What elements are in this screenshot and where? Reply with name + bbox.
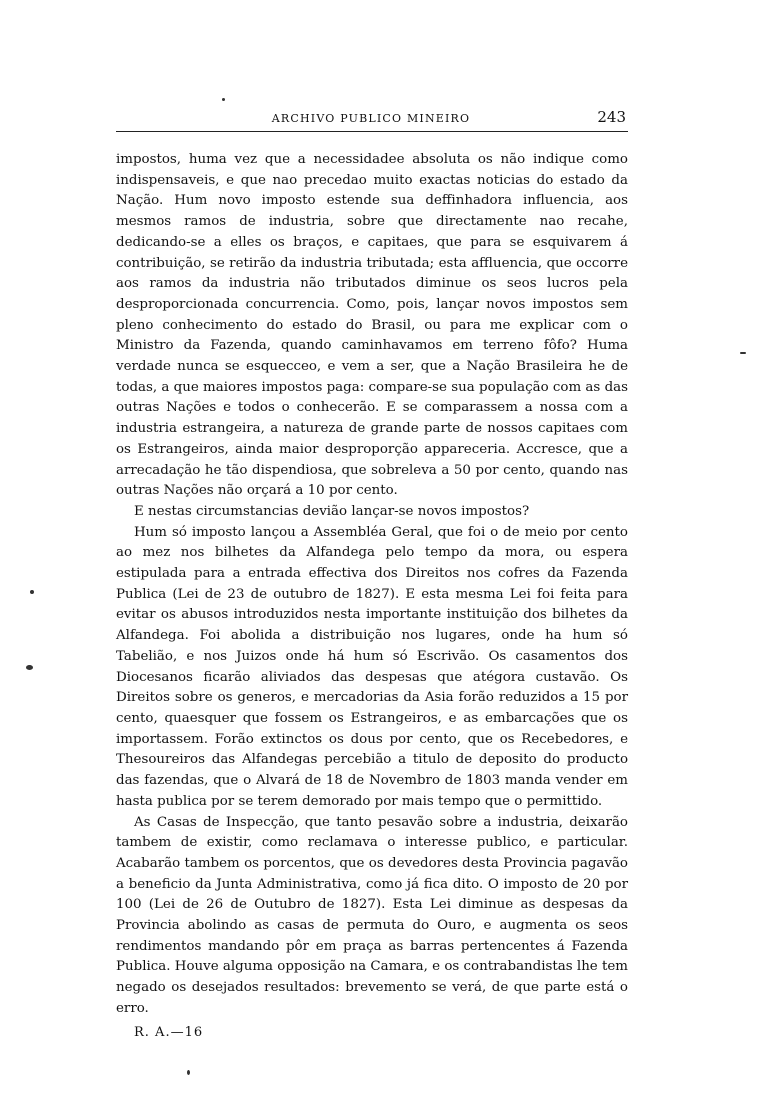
running-header: [116, 108, 626, 128]
paragraph-1: impostos, huma vez que a necessidadee absoluta os não indique como indispensaveis, e que nao precedao muito exactas noticias do estado da Nação. Hum novo imposto estende sua deffinhadora influencia, aos mesmos ramos de industria, sobre que directamente nao recahe, dedicando-se a elles os braços, e capitaes, que para se esquivarem á contribuição, se retirão da industria tributada; esta affluencia, que occorre aos ramos da industria não tributados diminue os seos lucros pela desproporcionada concurrencia. Como, pois, lançar novos impostos sem pleno conhecimento do estado do Brasil, ou para me explicar com o Ministro da Fazenda, quando caminhavamos em terreno fôfo? Huma verdade nunca se esquecceo, e vem a ser, que a Nação Brasileira he de todas, a que maiores impostos paga: compare-se sua população com as das outras Nações e todos o conhecerão. E se comparassem a nossa com a industria estrangeira, a natureza de grande parte de nossos capitaes com os Estrangeiros, ainda maior desproporção appareceria. Accresce, que a arrecadação he tão dispendiosa, que sobreleva a 50 por cento, quando nas outras Nações não orçará a 10 por cento.: [116, 152, 628, 499]
body-text: [116, 150, 628, 1020]
signature-mark: R. A.—16: [134, 1025, 204, 1040]
speck: [187, 1070, 190, 1075]
header-rule: [116, 131, 628, 132]
paragraph-4: As Casas de Inspecção, que tanto pesavão sobre a industria, deixarão tambem de existir, como reclamava o interesse publico, e particular. Acabarão tambem os porcentos, que os devedores desta Provincia pagavão a beneficio da Junta Administrativa, como já fica dito. O imposto de 20 por 100 (Lei de 26 de Outubro de 1827). Esta Lei diminue as despesas da Provincia abolindo as casas de permuta do Ouro, e augmenta os seos rendimentos mandando pôr em praça as barras pertencentes á Fazenda Publica. Houve alguma opposição na Camara, e os contrabandistas lhe tem negado os desejados resultados: brevemento se verá, de que parte está o erro.: [116, 814, 628, 1016]
speck: [26, 665, 33, 670]
speck: [30, 590, 34, 594]
running-title: ARCHIVO PUBLICO MINEIRO: [271, 112, 471, 125]
paragraph-2: E nestas circumstancias devião lançar-se novos impostos?: [134, 503, 530, 519]
speck: [740, 352, 746, 354]
paragraph-3: Hum só imposto lançou a Assembléa Geral, que foi o de meio por cento ao mez nos bilhetes da Alfandega pelo tempo da mora, ou espera estipulada para a entrada effectiva dos Direitos nos cofres da Fazenda Publica (Lei de 23 de outubro de 1827). E esta mesma Lei foi feita para evitar os abusos introduzidos nesta importante instituição dos bilhetes da Alfandega. Foi abolida a distribuição nos lugares, onde ha hum só Tabelião, e nos Juizos onde há hum só Escrivão. Os casamentos dos Diocesanos ficarão aliviados das despesas que atégora custavão. Os Direitos sobre os generos, e mercadorias da Asia forão reduzidos a 15 por cento, quaesquer que fossem os Estrangeiros, e as embarcações que os importassem. Forão extinctos os dous por cento, que os Recebedores, e Thesoureiros das Alfandegas percebião a titulo de deposito do producto das fazendas, que o Alvará de 18 de Novembro de 1803 manda vender em hasta publica por se terem demorado por mais tempo que o permittido.: [116, 524, 628, 809]
speck: [222, 98, 225, 101]
page-number: 243: [597, 108, 626, 126]
